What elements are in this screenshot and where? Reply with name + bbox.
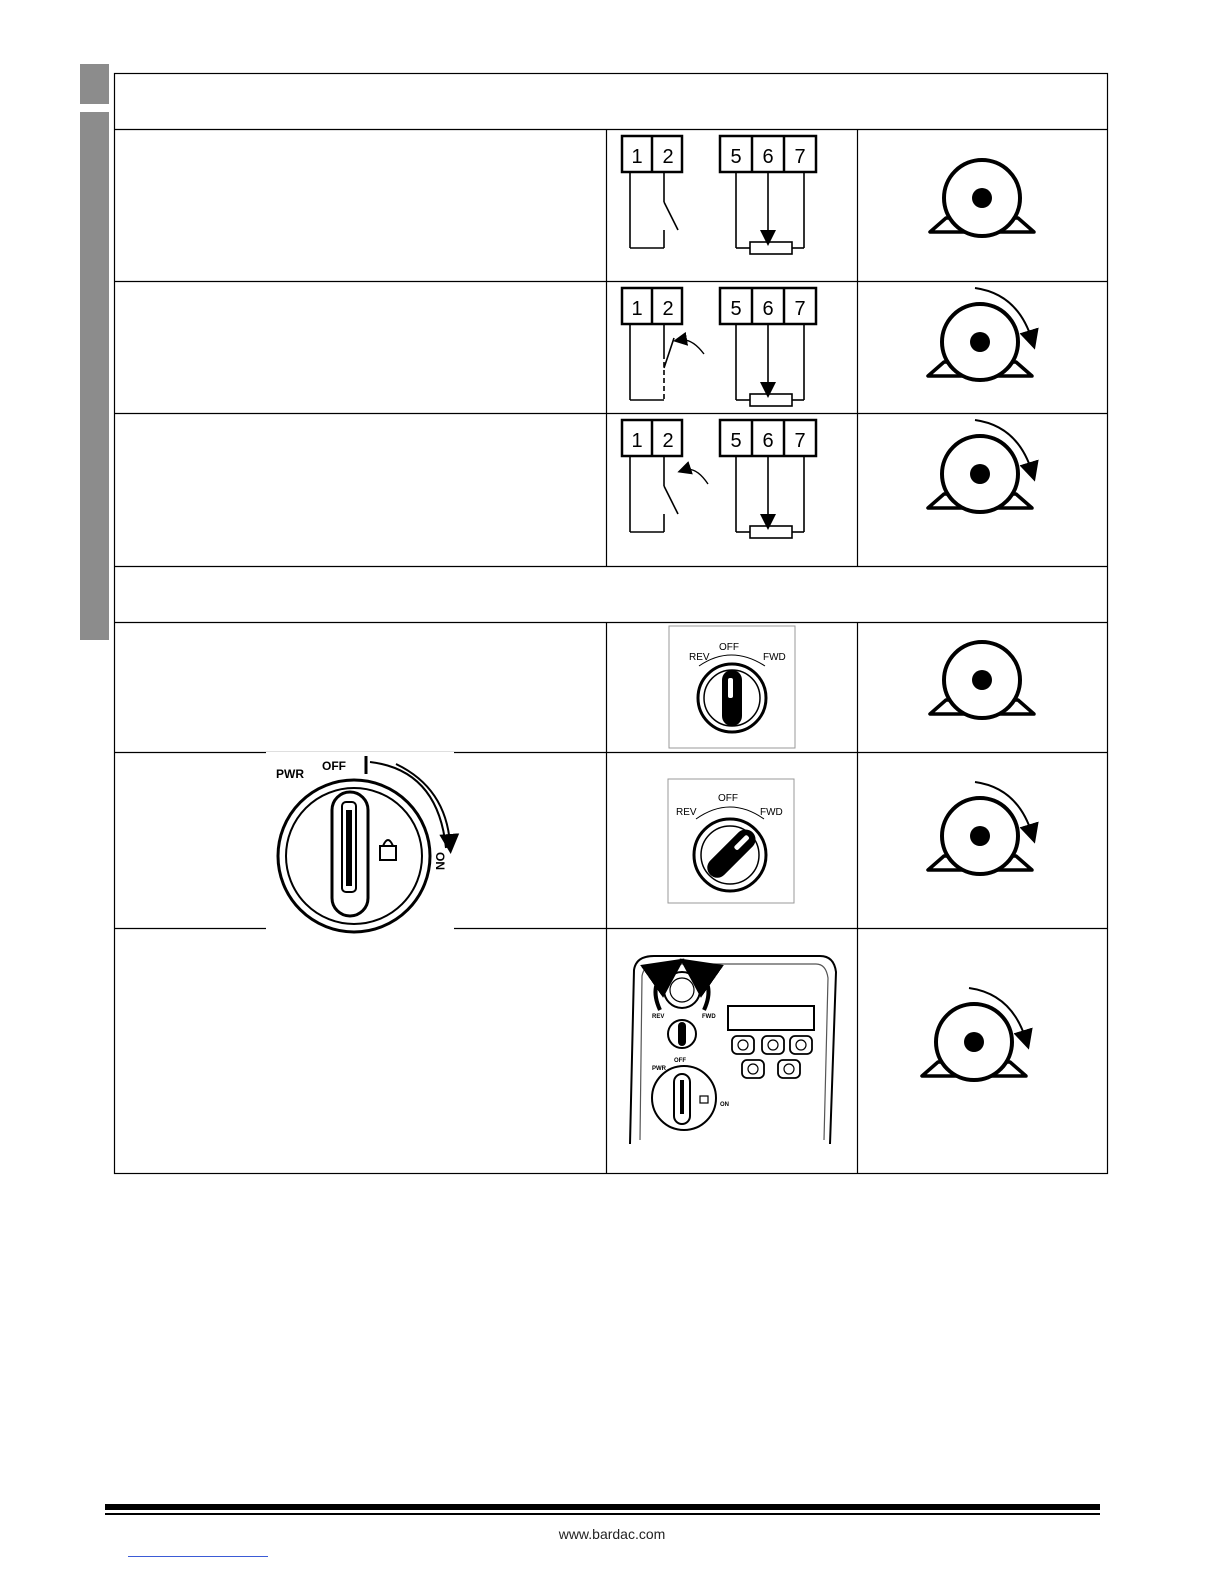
motor-running-icon — [928, 304, 1032, 380]
power-pwr-label: PWR — [276, 767, 304, 781]
selector-fwd-label: FWD — [763, 652, 786, 663]
selector-fwd-label: FWD — [760, 807, 783, 818]
motor-stopped-icon — [930, 160, 1034, 236]
footer-url[interactable]: www.bardac.com — [558, 1526, 666, 1542]
terminal-1-label: 1 — [631, 146, 643, 168]
keypad-off-label: OFF — [674, 1058, 686, 1064]
terminal-2-label: 2 — [662, 146, 674, 168]
motor-running-icon — [928, 798, 1032, 874]
terminal-6-label: 6 — [762, 430, 774, 452]
selector-switch-fwd — [668, 779, 794, 903]
selector-rev-label: REV — [676, 807, 697, 818]
terminal-diagram-run — [622, 288, 816, 406]
selector-switch-off — [669, 626, 795, 748]
terminal-7-label: 7 — [794, 430, 806, 452]
selector-off-label: OFF — [719, 642, 739, 653]
keypad-rev-label: REV — [652, 1014, 665, 1020]
terminal-5-label: 5 — [730, 430, 742, 452]
drive-keypad-panel — [630, 956, 836, 1144]
terminal-diagram-reopen — [622, 420, 816, 538]
power-on-label: ON — [433, 852, 447, 870]
terminal-5-label: 5 — [730, 146, 742, 168]
selector-rev-label: REV — [689, 652, 710, 663]
terminal-6-label: 6 — [762, 298, 774, 320]
terminal-2-label: 2 — [662, 298, 674, 320]
power-off-label: OFF — [322, 759, 346, 773]
keypad-on-label: ON — [720, 1102, 729, 1108]
motor-running-icon — [922, 1004, 1026, 1080]
terminal-6-label: 6 — [762, 146, 774, 168]
terminal-5-label: 5 — [730, 298, 742, 320]
terminal-diagram-stop — [622, 136, 816, 254]
footer-link-underline — [128, 1556, 268, 1557]
terminal-1-label: 1 — [631, 430, 643, 452]
keypad-fwd-label: FWD — [702, 1014, 716, 1020]
keypad-pwr-label: PWR — [652, 1066, 666, 1072]
footer-rule — [105, 1504, 1100, 1510]
selector-off-label: OFF — [718, 793, 738, 804]
motor-running-icon — [928, 436, 1032, 512]
terminal-2-label: 2 — [662, 430, 674, 452]
terminal-7-label: 7 — [794, 298, 806, 320]
motor-stopped-icon — [930, 642, 1034, 718]
terminal-1-label: 1 — [631, 298, 643, 320]
footer-rule-thin — [105, 1513, 1100, 1515]
power-switch-graphic — [266, 752, 454, 932]
terminal-7-label: 7 — [794, 146, 806, 168]
